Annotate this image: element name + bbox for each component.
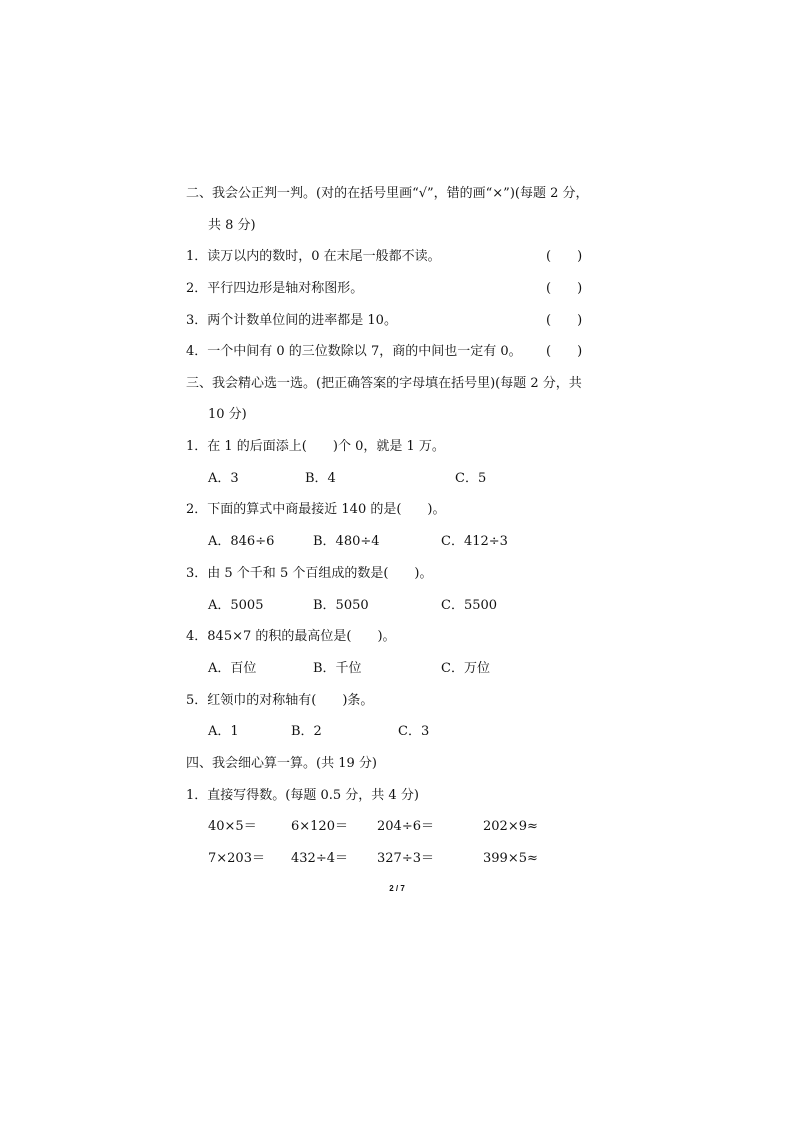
calc-1-3: 204÷6＝ [377,819,434,834]
option-5b: B．2 [291,724,322,739]
choice-question-2: 2．下面的算式中商最接近 140 的是( )。 [186,502,446,517]
choice-question-3: 3．由 5 个千和 5 个百组成的数是( )。 [186,566,433,581]
section3-title: 三、我会精心选一选。(把正确答案的字母填在括号里)(每题 2 分，共 [186,376,582,391]
option-3a: A．5005 [208,598,264,613]
calc-2-1: 7×203＝ [208,851,265,866]
option-1b: B．4 [305,471,336,486]
option-1c: C．5 [455,471,487,486]
choice-question-4: 4．845×7 的积的最高位是( )。 [186,629,396,644]
option-4a: A．百位 [208,661,257,676]
option-3b: B．5050 [313,598,369,613]
option-2b: B．480÷4 [313,534,380,549]
calc-1-2: 6×120＝ [291,819,348,834]
option-4c: C．万位 [441,661,490,676]
section3-title-cont: 10 分) [208,407,247,422]
section4-sub1: 1．直接写得数。(每题 0.5 分，共 4 分) [186,788,419,803]
option-4b: B．千位 [313,661,362,676]
judge-item-1: 1．读万以内的数时，0 在末尾一般都不读。 [186,249,441,264]
answer-paren-1: ( ) [546,249,583,264]
judge-item-3: 3．两个计数单位间的进率都是 10。 [186,313,397,328]
calc-2-4: 399×5≈ [483,851,538,866]
option-5a: A．1 [208,724,239,739]
answer-paren-3: ( ) [546,313,583,328]
page-number: 2 / 7 [389,884,405,893]
judge-item-2: 2．平行四边形是轴对称图形。 [186,281,364,296]
section2-title-cont: 共 8 分) [208,218,256,233]
choice-question-1: 1．在 1 的后面添上( )个 0，就是 1 万。 [186,439,445,454]
option-2a: A．846÷6 [208,534,275,549]
option-5c: C．3 [398,724,430,739]
calc-2-3: 327÷3＝ [377,851,434,866]
calc-1-1: 40×5＝ [208,819,257,834]
choice-question-5: 5．红领巾的对称轴有( )条。 [186,693,374,708]
option-1a: A．3 [208,471,239,486]
judge-item-4: 4．一个中间有 0 的三位数除以 7，商的中间也一定有 0。 [186,344,522,359]
section2-title: 二、我会公正判一判。(对的在括号里画“√”，错的画“×”)(每题 2 分， [186,186,589,201]
option-2c: C．412÷3 [441,534,508,549]
section4-title: 四、我会细心算一算。(共 19 分) [186,756,377,771]
answer-paren-2: ( ) [546,281,583,296]
option-3c: C．5500 [441,598,498,613]
calc-1-4: 202×9≈ [483,819,538,834]
calc-2-2: 432÷4＝ [291,851,348,866]
answer-paren-4: ( ) [546,344,583,359]
